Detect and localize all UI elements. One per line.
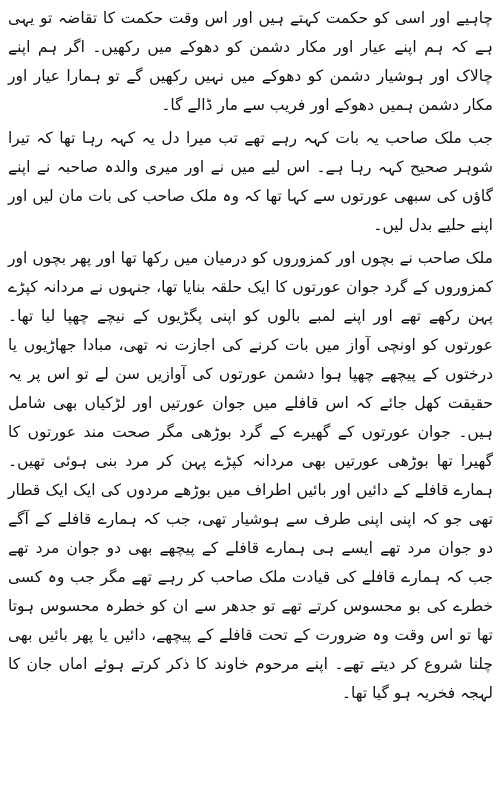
paragraph-1: چاہیے اور اسی کو حکمت کہتے ہیں اور اس وقت حکمت کا تقاضہ تو یہی ہے کہ ہم اپنے عیار اور مکار دشمن کو دھوکے میں رکھیں۔ اگر ہم اپنے چالاک اور ہوشیار دشمن کو دھوکے میں نہیں رکھیں گے تو ہمارا عیار اور مکار دشمن ہمیں دھوکے اور فریب سے مار ڈالے گا۔ [8, 9, 493, 114]
paragraph-2: جب ملک صاحب یہ بات کہہ رہے تھے تب میرا دل یہ کہہ رہا تھا کہ تیرا شوہر صحیح کہہ رہا ہے۔ اس لیے میں نے اور میری والدہ صاحبہ نے اپنے گاؤں کی سبھی عورتوں سے کہا تھا کہ وہ ملک صاحب کی بات مان لیں اور اپنے حلیے بدل لیں۔ [8, 129, 493, 234]
paragraph-3: ملک صاحب نے بچوں اور کمزوروں کو درمیان میں رکھا تھا اور پھر بچوں اور کمزوروں کے گرد جوان عورتوں کا ایک حلقہ بنایا تھا، جنہوں نے مردانہ کپڑے پہن رکھے تھے اور اپنے لمبے بالوں کو اپنی پگڑیوں کے نیچے چھپا لیا تھا۔ عورتوں کو اونچی آواز میں بات کرنے کی اجازت نہ تھی، مبادا جھاڑیوں یا درختوں کے پیچھے چھپا ہوا دشمن عورتوں کی آوازیں سن لے تو اس پر یہ حقیقت کھل جائے کہ اس قافلے میں جوان عورتیں اور لڑکیاں بھی شامل ہیں۔ جوان عورتوں کے گھیرے کے گرد بوڑھی مگر صحت مند عورتوں کا گھیرا تھا بوڑھی عورتیں بھی مردانہ کپڑے پہن کر مرد بنی ہوئی تھیں۔ ہمارے قافلے کے دائیں اور بائیں اطراف میں بوڑھے مردوں کی ایک ایک قطار تھی جو کہ اپنی اپنی طرف سے ہوشیار تھی، جب کہ ہمارے قافلے کے آگے دو جوان مرد تھے ایسے ہی ہمارے قافلے کے پیچھے بھی دو جوان مرد تھے جب کہ ہمارے قافلے کی قیادت ملک صاحب کر رہے تھے مگر جب وہ کسی خطرے کی بو محسوس کرتے تھے تو جدھر سے ان کو خطرہ محسوس ہوتا تھا تو اس وقت وہ ضرورت کے تحت قافلے کے پیچھے، دائیں یا پھر بائیں بھی چلنا شروع کر دیتے تھے۔ اپنے مرحوم خاوند کا ذکر کرتے ہوئے اماں جان کا لہجہ فخریہ ہو گیا تھا۔ [8, 249, 493, 702]
